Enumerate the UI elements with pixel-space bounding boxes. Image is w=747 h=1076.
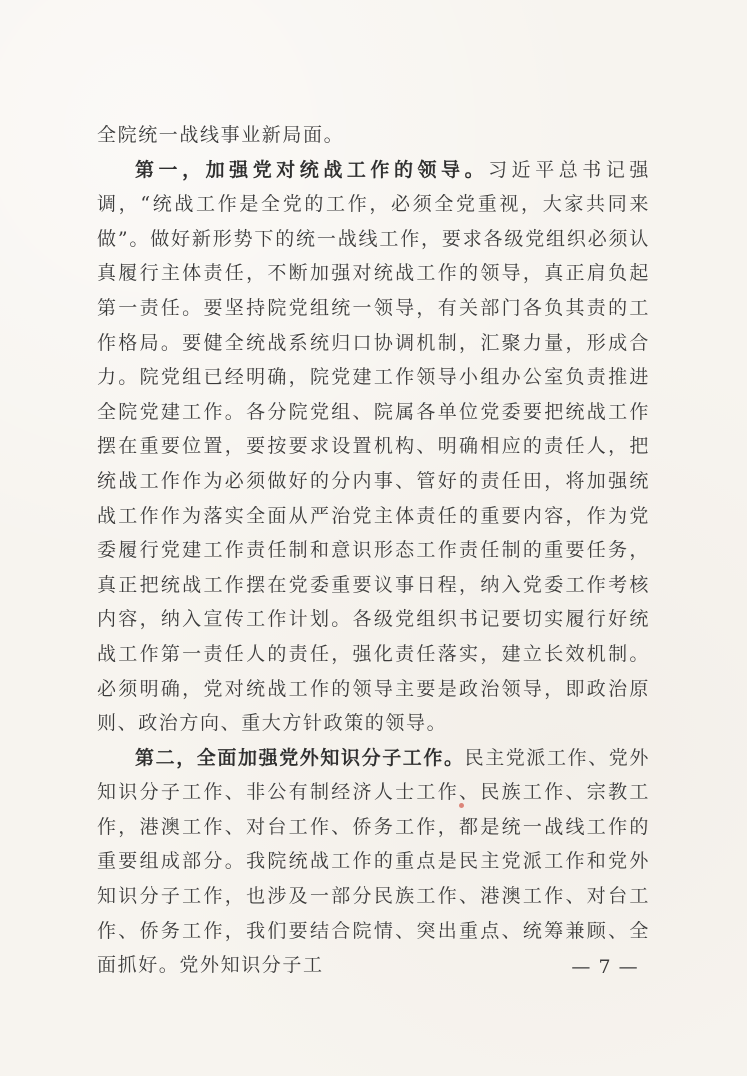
continuation-line: 全院统一战线事业新局面。 — [97, 124, 345, 146]
red-speck — [459, 803, 464, 808]
section-2-heading: 第二，全面加强党外知识分子工作。 — [135, 746, 465, 769]
section-1-heading: 第一，加强党对统战工作的领导。 — [135, 158, 489, 181]
document-body — [97, 118, 650, 983]
section-2-paragraph — [97, 741, 650, 983]
section-1-body: 习近平总书记强调，“统战工作是全党的工作，必须全党重视，大家共同来做”。做好新形势下的统一战线工作，要求各级党组织必须认真履行主体责任，不断加强对统战工作的领导，真正肩负起第一责任。要坚持院党组统一领导，有关部门各负其责的工作格局。要健全统战系统归口协调机制，汇聚力量，形成合力。院党组已经明确，院党建工作领导小组办公室负责推进全院党建工作。各分院党组、院属各单位党委要把统战工作摆在重要位置，要按要求设置机构、明确相应的责任人，把统战工作作为必须做好的分内事、管好的责任田，将加强统战工作作为落实全面从严治党主体责任的重要内容，作为党委履行党建工作责任制和意识形态工作责任制的重要任务，真正把统战工作摆在党委重要议事日程，纳入党委工作考核内容，纳入宣传工作计划。各级党组织书记要切实履行好统战工作第一责任人的责任，强化责任落实，建立长效机制。必须明确，党对统战工作的领导主要是政治领导，即政治原则、政治方向、重大方针政策的领导。 — [97, 158, 650, 735]
section-2-body: 民主党派工作、党外知识分子工作、非公有制经济人士工作、民族工作、宗教工作，港澳工作、对台工作、侨务工作，都是统一战线工作的重要组成部分。我院统战工作的重点是民主党派工作和党外知识分子工作，也涉及一部分民族工作、港澳工作、对台工作、侨务工作，我们要结合院情、突出重点、统筹兼顾、全面抓好。党外知识分子工 — [97, 746, 651, 977]
section-1-paragraph — [97, 153, 650, 741]
page-number: — 7 — — [571, 956, 639, 978]
